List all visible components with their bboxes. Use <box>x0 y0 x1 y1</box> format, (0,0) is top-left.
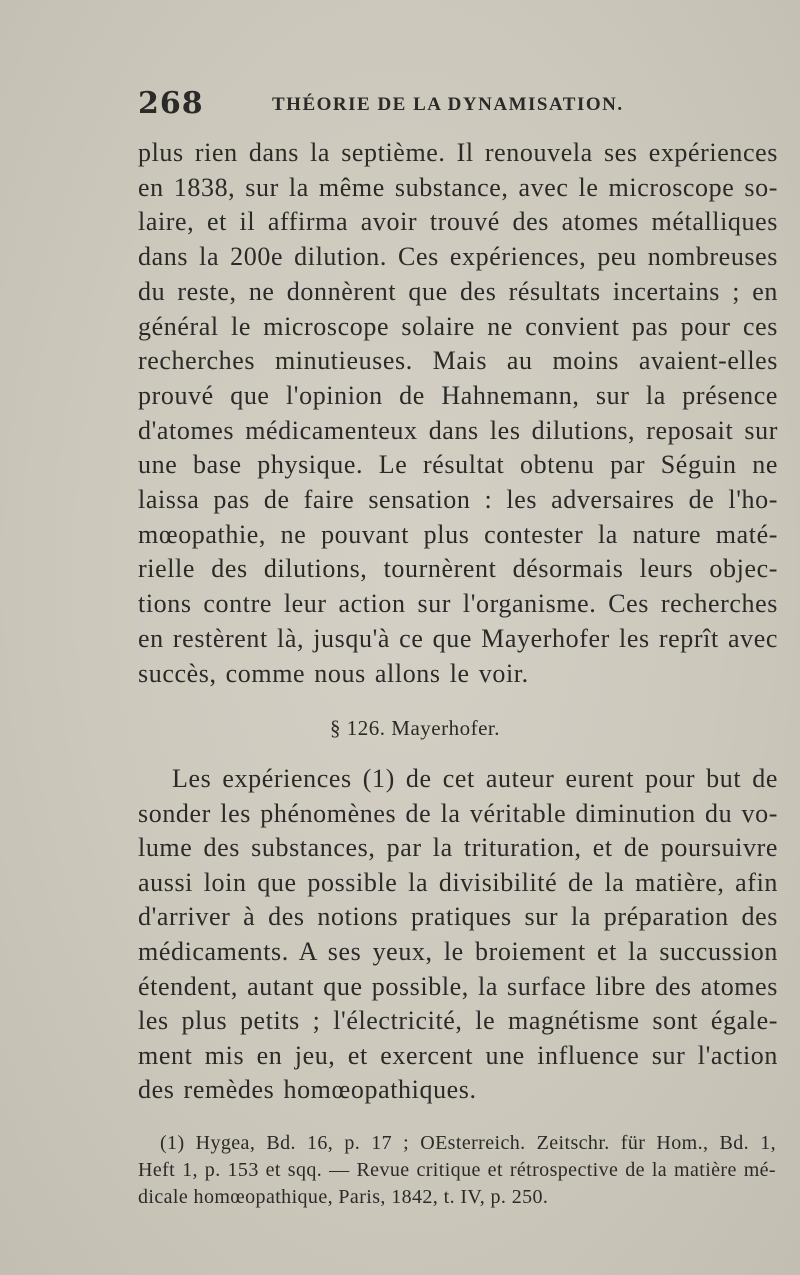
running-title: THÉORIE DE LA DYNAMISATION. <box>272 94 624 115</box>
text-line: du reste, ne donnèrent que des résultats incertains ; en <box>138 276 778 306</box>
text-line: médicaments. A ses yeux, le broiement et la succussion <box>138 937 778 966</box>
text-line: des remèdes homœopathiques. <box>138 1075 477 1105</box>
text-line: sonder les phénomènes de la véritable diminution du vo- <box>138 798 778 828</box>
footnote-line: (1) Hygea, Bd. 16, p. 17 ; OEsterreich. Zeitschr. für Hom., Bd. 1, <box>160 1132 776 1154</box>
footnote-line: dicale homœopathique, Paris, 1842, t. IV, p. 250. <box>138 1186 549 1208</box>
text-line: laire, et il affirma avoir trouvé des atomes métalliques <box>138 207 778 237</box>
section-heading <box>0 716 800 741</box>
text-line: lume des substances, par la trituration, et de poursuivre <box>138 833 778 863</box>
text-line: d'atomes médicamenteux dans les dilutions, reposait sur <box>138 415 778 445</box>
text-line: tions contre leur action sur l'organisme. Ces recherches <box>138 589 778 619</box>
text-line: recherches minutieuses. Mais au moins avaient-elles <box>138 346 778 376</box>
text-line: plus rien dans la septième. Il renouvela ses expériences <box>138 138 778 167</box>
page-number: 268 <box>138 86 204 121</box>
text-line: d'arriver à des notions pratiques sur la préparation des <box>138 902 778 932</box>
text-line: Les expériences (1) de cet auteur eurent pour but de <box>172 764 778 793</box>
text-line: les plus petits ; l'électricité, le magnétisme sont égale- <box>138 1006 778 1036</box>
section-heading-text: § 126. Mayerhofer. <box>330 716 500 740</box>
text-line: une base physique. Le résultat obtenu par Séguin ne <box>138 450 778 480</box>
text-line: général le microscope solaire ne convient pas pour ces <box>138 311 778 341</box>
text-line: ment mis en jeu, et exercent une influence sur l'action <box>138 1040 778 1070</box>
text-line: dans la 200e dilution. Ces expériences, peu nombreuses <box>138 242 778 272</box>
text-line: en restèrent là, jusqu'à ce que Mayerhofer les reprît avec <box>138 623 778 653</box>
text-line: étendent, autant que possible, la surface libre des atomes <box>138 971 778 1001</box>
text-line: mœopathie, ne pouvant plus contester la nature maté- <box>138 519 778 549</box>
text-line: rielle des dilutions, tournèrent désormais leurs objec- <box>138 554 778 584</box>
text-line: laissa pas de faire sensation : les adversaires de l'ho- <box>138 485 778 514</box>
text-line: aussi loin que possible la divisibilité de la matière, afin <box>138 867 778 897</box>
text-line: en 1838, sur la même substance, avec le microscope so- <box>138 172 778 202</box>
text-line: prouvé que l'opinion de Hahnemann, sur la présence <box>138 380 778 410</box>
footnote-line: Heft 1, p. 153 et sqq. — Revue critique et rétrospective de la matière mé- <box>138 1159 776 1181</box>
text-line: succès, comme nous allons le voir. <box>138 658 529 688</box>
page-header <box>138 86 658 126</box>
